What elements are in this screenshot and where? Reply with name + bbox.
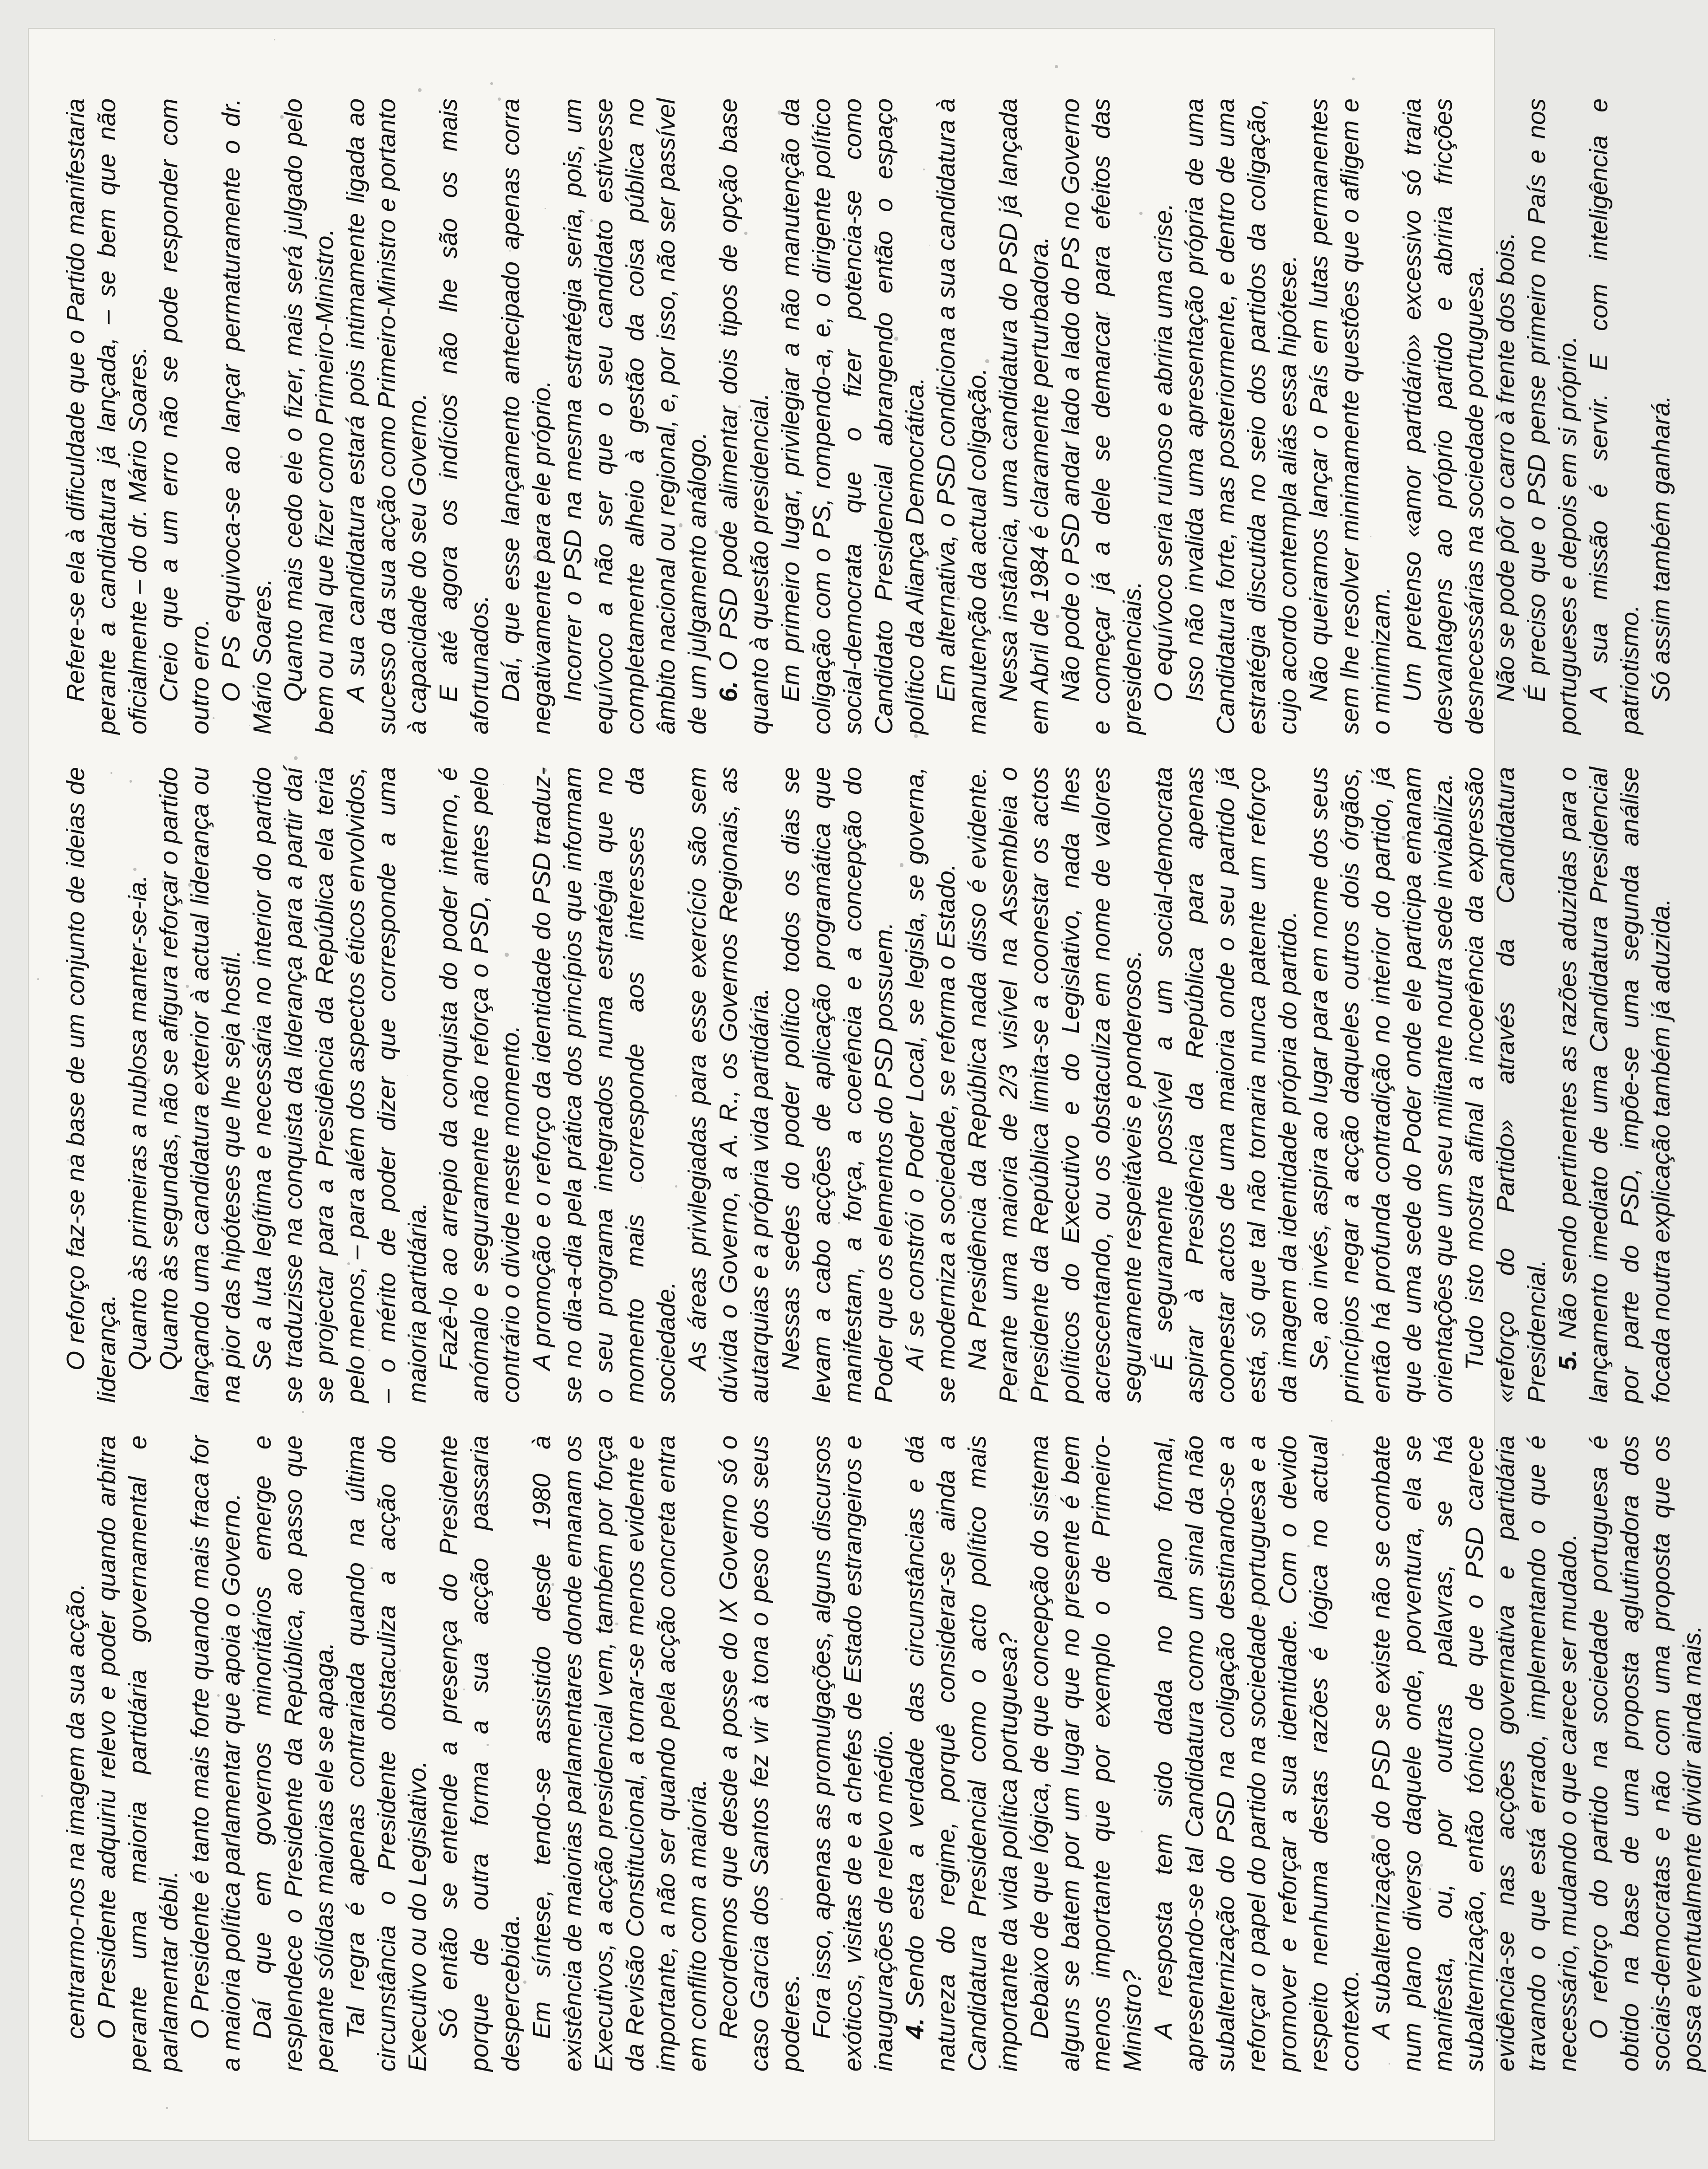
noise-speck	[294, 756, 298, 760]
noise-speck	[581, 1964, 582, 1966]
paragraph	[60, 767, 123, 1403]
noise-speck	[641, 507, 643, 509]
paragraph	[713, 1435, 806, 2072]
paragraph-text: O Presidente é tanto mais forte quando mais fraca for a maioria política parlamentar que apoia o Governo.	[186, 1435, 245, 2072]
paragraph	[682, 767, 775, 1403]
paragraph	[900, 1435, 1024, 2072]
paragraph-text: Não se pode pôr o carro à frente dos bois.	[1491, 232, 1520, 702]
noise-speck	[1324, 1225, 1326, 1227]
noise-speck	[1055, 1495, 1056, 1496]
paragraph	[526, 767, 682, 1403]
noise-speck	[959, 1195, 962, 1199]
noise-speck	[136, 427, 137, 428]
paragraph-text: As áreas privilegiadas para esse exercício são sem dúvida o Governo, a A. R., os Governos Regionais, as autarquias e a própria vida partidária.	[683, 767, 773, 1403]
paragraph	[1148, 98, 1179, 734]
paragraph-text: Não pode o PSD andar lado a lado do PS no Governo e começar já a dele se demarcar para efeitos das presidenciais.	[1056, 98, 1147, 734]
noise-speck	[112, 621, 114, 623]
noise-speck	[725, 903, 727, 905]
noise-speck	[844, 279, 846, 281]
paragraph	[1055, 98, 1149, 734]
paragraph-text: Debaixo de que lógica, de que concepção do sistema alguns se batem por um lugar que no presente é bem menos importante que por exemplo o de Primeiro-Ministro?	[1025, 1435, 1147, 2072]
paragraph	[1179, 98, 1304, 734]
noise-speck	[509, 250, 511, 252]
paragraph-text: Em alternativa, o PSD condiciona a sua candidatura à manutenção da actual coligação.	[932, 98, 991, 734]
noise-speck	[280, 115, 284, 119]
paragraph	[433, 767, 526, 1403]
paragraph-text: Fazê-lo ao arrepio da conquista do poder interno, é anómalo e seguramente não reforça o PSD, antes pelo contrário o divide neste momento.	[435, 767, 525, 1403]
noise-speck	[513, 358, 515, 361]
noise-speck	[675, 1095, 677, 1097]
noise-speck	[110, 772, 112, 774]
paragraph-text: Creio que a um erro não se pode responder com outro erro.	[155, 98, 214, 734]
noise-speck	[1444, 1739, 1446, 1740]
paragraph-text: Se a luta legítima e necessária no interior do partido se traduzisse na conquista da liderança para a partir daí se projectar para a Presidência da República ela teria pelo menos, – para além dos aspectos éticos envolvidos, – o mérito de poder dizer que corresponde a uma maioria partidária.	[248, 767, 432, 1403]
paragraph-text: A promoção e o reforço da identidade do PSD traduz-se no dia-a-dia pela prática dos princípios que informam o seu programa integrados numa estratégia que no momento mais corresponde aos interesses da sociedade.	[528, 767, 681, 1403]
paragraph	[1552, 767, 1677, 1403]
paragraph-text: Só então se entende a presença do Presidente porque de outra forma a sua acção passaria despercebida.	[435, 1435, 525, 2072]
noise-speck	[900, 863, 903, 867]
paragraph	[900, 767, 962, 1403]
paragraph	[993, 98, 1055, 734]
noise-speck	[1371, 1835, 1375, 1839]
noise-speck	[744, 232, 747, 235]
paragraph	[247, 767, 434, 1403]
noise-speck	[1192, 898, 1196, 902]
paragraph-text: Tudo isto mostra afinal a incoerência da expressão «reforço do Partido» através da Candidatura Presidencial.	[1460, 767, 1551, 1403]
paragraph-text: O equívoco seria ruinoso e abriria uma crise.	[1149, 203, 1178, 702]
noise-speck	[67, 1159, 69, 1161]
paragraph	[1304, 98, 1397, 734]
paragraph	[433, 98, 495, 734]
noise-speck	[598, 104, 600, 106]
paragraph	[495, 98, 558, 734]
paragraph	[1584, 1435, 1708, 2072]
noise-speck	[796, 1138, 799, 1142]
noise-speck	[1141, 1831, 1143, 1832]
paragraph-text: A resposta tem sido dada no plano formal, apresentando-se tal Candidatura como um sinal da não subalternização do PSD na coligação destinando-se a reforçar o papel do partido na sociedade portuguesa e a promover e reforçar a sua identidade. Com o devido respeito nenhuma destas razões é lógica no actual contexto.	[1149, 1435, 1364, 2072]
paragraph-text: Se, ao invés, aspira ao lugar para em nome dos seus princípios negar a acção daqueles outros dois órgãos, então há profunda contradição no interior do partido, já que de uma sede do Poder onde ele participa emanam orientações que um seu militante noutra sede inviabiliza.	[1305, 767, 1457, 1403]
paragraph-text: É preciso que o PSD pense primeiro no País e nos portugueses e depois em si próprio.	[1522, 98, 1582, 734]
paragraph	[931, 98, 993, 734]
paragraph	[1148, 767, 1304, 1403]
paragraph	[526, 1435, 713, 2072]
noise-speck	[797, 918, 801, 922]
section-number: 4.	[901, 2018, 929, 2039]
paragraph	[433, 1435, 526, 2072]
noise-speck	[505, 953, 509, 957]
paragraph	[60, 98, 154, 734]
noise-speck	[679, 523, 683, 527]
paragraph-text: A sua missão é servir. E com inteligência e patriotismo.	[1585, 98, 1644, 734]
noise-speck	[1163, 1086, 1167, 1090]
section-number: 5.	[1553, 1349, 1582, 1370]
paragraph-text: O PS equivoca-se ao lançar permaturamente o dr. Mário Soares.	[217, 98, 276, 734]
paragraph-text: Daí, que esse lançamento antecipado apenas corra negativamente para ele próprio.	[497, 98, 556, 734]
paragraph-text: Nessas sedes do poder político todos os dias se levam a cabo acções de aplicação programática que manifestam, a força, a coerência e a concepção do Poder que os elementos do PSD possuem.	[776, 767, 898, 1403]
paragraph	[806, 1435, 900, 2072]
noise-speck	[599, 1763, 600, 1764]
paragraph-text: Fora isso, apenas as promulgações, alguns discursos exóticos, visitas de e a chefes de Estado estrangeiros e inaugurações de relevo médio.	[807, 1435, 898, 2072]
noise-speck	[148, 1878, 150, 1880]
paragraph	[1490, 98, 1521, 734]
paragraph	[1024, 1435, 1149, 2072]
noise-speck	[1085, 1815, 1087, 1817]
scanned-page	[28, 28, 1706, 2141]
paragraph	[123, 767, 154, 1403]
paragraph	[247, 1435, 340, 2072]
section-number: 6.	[714, 681, 743, 702]
noise-speck	[1402, 836, 1405, 839]
noise-speck	[1289, 517, 1292, 520]
noise-speck	[162, 880, 164, 883]
paragraph	[713, 98, 775, 734]
noise-speck	[186, 985, 189, 988]
noise-speck	[797, 2007, 800, 2010]
paragraph-text: Não queiramos lançar o País em lutas permanentes sem lhe resolver minimamente questões que o afligem e o minimizam.	[1305, 98, 1396, 734]
noise-speck	[1106, 312, 1108, 314]
noise-speck	[233, 505, 236, 508]
noise-speck	[147, 1078, 150, 1082]
paragraph	[1366, 1435, 1584, 2072]
noise-speck	[1352, 78, 1355, 80]
paragraph-text: O Presidente adquiriu relevo e poder quando arbitra perante uma maioria partidária governamental e parlamentar débil.	[92, 1435, 183, 2072]
text-column-1	[60, 1435, 1706, 2072]
paragraph-text: Na Presidência da República nada disso é evidente. Perante uma maioria de 2/3 visível na Assembleia o Presidente da República limita-se a coonestar os actos políticos do Executivo e do Legislativo, nada lhes acrescentando, ou os obstaculiza em nome de valores seguramente respeitáveis e ponderosos.	[963, 767, 1147, 1403]
noise-speck	[249, 725, 250, 726]
paragraph	[278, 98, 340, 734]
noise-speck	[1331, 1420, 1332, 1422]
article-columns	[60, 98, 1706, 2072]
paragraph-text: Quanto mais cedo ele o fizer, mais será julgado pelo bem ou mal que fizer como Primeiro-Ministro.	[279, 98, 338, 734]
paragraph	[1148, 1435, 1366, 2072]
paragraph	[60, 1435, 91, 2072]
paragraph	[185, 1435, 247, 2072]
noise-speck	[476, 941, 478, 942]
paragraph-text: Em síntese, tendo-se assistido desde 1980 à existência de maiorias parlamentares donde emanam os Executivos, a acção presidencial vem, também por força da Revisão Constitucional, a tornar-se menos evidente e importante, a não ser quando pela acção concreta entra em conflito com a maioria.	[528, 1435, 712, 2072]
paragraph	[1304, 767, 1459, 1403]
text-column-2	[60, 767, 1675, 1403]
paragraph-text: Nessa instância, uma candidatura do PSD já lançada em Abril de 1984 é claramente perturbadora.	[994, 98, 1053, 734]
paragraph-text: Quanto às segundas, não se afigura reforçar o partido lançando uma candidatura exterior à actual liderança ou na pior das hipóteses que lhe seja hostil.	[155, 767, 245, 1403]
paragraph-text: Tal regra é apenas contrariada quando na última circunstância o Presidente obstaculiza a acção do Executivo ou do Legislativo.	[341, 1435, 432, 2072]
paragraph-text: Não sendo pertinentes as razões aduzidas para o lançamento imediato de uma Candidatura Presidencial por parte do PSD, impõe-se uma segunda análise focada noutra explicação também já aduzida.	[1553, 767, 1675, 1403]
paragraph	[775, 767, 900, 1403]
paragraph-text: Refere-se ela à dificuldade que o Partido manifestaria perante a candidatura já lançada, – se bem que não oficialmente – do dr. Mário Soares.	[62, 98, 152, 734]
noise-speck	[421, 2035, 424, 2039]
paragraph	[775, 98, 931, 734]
noise-speck	[533, 555, 537, 559]
paragraph-text: O PSD pode alimentar dois tipos de opção base quanto à questão presidencial.	[714, 98, 773, 734]
noise-speck	[1034, 458, 1038, 461]
paragraph	[340, 1435, 434, 2072]
noise-speck	[79, 1292, 81, 1293]
noise-speck	[1251, 341, 1254, 345]
noise-speck	[545, 208, 546, 209]
text-column-3	[60, 98, 1675, 734]
noise-speck	[1017, 1389, 1020, 1391]
paragraph-text: Incorrer o PSD na mesma estratégia seria, pois, um equívoco a não ser que o seu candidato estivesse completamente alheio à gestão da coisa pública no âmbito nacional ou regional, e, por isso, não ser passível de um julgamento análogo.	[559, 98, 712, 734]
paragraph	[1459, 767, 1552, 1403]
noise-speck	[77, 164, 78, 166]
noise-speck	[571, 661, 573, 664]
paragraph-text: Aí se constrói o Poder Local, se legisla, se governa, se moderniza a sociedade, se reforma o Estado.	[901, 767, 960, 1403]
noise-speck	[130, 780, 132, 782]
noise-speck	[447, 1669, 449, 1672]
paragraph-text: Quanto às primeiras a nublosa manter-se-ia.	[123, 875, 152, 1370]
paragraph	[340, 98, 434, 734]
noise-speck	[262, 1046, 265, 1048]
paragraph-text: Um pretenso «amor partidário» excessivo só traria desvantagens ao próprio partido e abriria fricções desnecessárias na sociedade portuguesa.	[1398, 98, 1488, 734]
paragraph	[1646, 98, 1677, 734]
noise-speck	[1389, 2063, 1390, 2064]
paragraph	[154, 767, 247, 1403]
rotated-article	[28, 28, 1706, 2141]
noise-speck	[1056, 615, 1059, 618]
paragraph-text: Em primeiro lugar, privilegiar a não manutenção da coligação com o PS, rompendo-a, e, o dirigente político social-democrata que o fizer potencia-se como Candidato Presidencial abrangendo então o espaço político da Aliança Democrática.	[776, 98, 929, 734]
noise-speck	[490, 82, 493, 85]
paragraph-text: O reforço faz-se na base de um conjunto de ideias de liderança.	[62, 767, 121, 1403]
paragraph-text: centrarmo-nos na imagem da sua acção.	[62, 1583, 90, 2039]
noise-speck	[166, 2107, 168, 2109]
noise-speck	[616, 1103, 617, 1104]
noise-speck	[894, 337, 898, 341]
noise-speck	[1004, 367, 1006, 369]
noise-speck	[641, 1187, 642, 1188]
noise-speck	[217, 1694, 220, 1696]
paragraph-text: Daí que em governos minoritários emerge e resplendece o Presidente da República, ao passo que perante sólidas maiorias ele se apaga.	[248, 1435, 338, 2072]
paragraph	[216, 98, 278, 734]
noise-speck	[1429, 1888, 1431, 1890]
noise-speck	[780, 1898, 783, 1900]
noise-speck	[604, 1470, 605, 1472]
noise-speck	[753, 1506, 756, 1508]
noise-speck	[1302, 1268, 1303, 1270]
paragraph	[962, 767, 1149, 1403]
paragraph	[558, 98, 713, 734]
paragraph	[1521, 98, 1584, 734]
paragraph-text: É seguramente possível a um social-democrata aspirar à Presidência da República para apenas coonestar actos de uma maioria onde o seu partido já está, só que tal não tornaria nunca patente um reforço da imagem da identidade própria do partido.	[1149, 767, 1302, 1403]
paragraph-text: A sua candidatura estará pois intimamente ligada ao sucesso da sua acção como Primeiro-Ministro e portanto à capacidade do seu Governo.	[341, 98, 432, 734]
paragraph-text: O reforço do partido na sociedade portuguesa é obtido na base de uma proposta aglutinadora dos sociais-democratas e não com uma proposta que os possa eventualmente dividir ainda mais.	[1585, 1435, 1706, 2072]
paragraph-text: Isso não invalida uma apresentação própria de uma Candidatura forte, mas posteriormente, e dentro de uma estratégia discutida no seio dos partidos da coligação, cujo acordo contempla aliás essa hipótese.	[1181, 98, 1302, 734]
paragraph	[1584, 98, 1646, 734]
paragraph-text: Sendo esta a verdade das circunstâncias e dá natureza do regime, porquê considerar-se ainda a Candidatura Presidencial como o acto político mais importante da vida política portuguesa?	[901, 1435, 1022, 2072]
noise-speck	[951, 1770, 955, 1774]
noise-speck	[1362, 1331, 1363, 1332]
paragraph-text: Recordemos que desde a posse do IX Governo só o caso Garcia dos Santos fez vir à tona o peso dos seus poderes.	[714, 1435, 805, 2072]
noise-speck	[543, 768, 546, 772]
noise-speck	[302, 1411, 304, 1413]
noise-speck	[340, 317, 342, 318]
noise-speck	[672, 217, 676, 221]
paragraph-text: E até agora os indícios não lhe são os mais afortunados.	[435, 98, 494, 734]
noise-speck	[386, 1128, 388, 1130]
paragraph	[154, 98, 216, 734]
noise-speck	[167, 136, 169, 139]
paragraph-text: A subalternização do PSD se existe não se combate num plano diverso daquele onde, porventura, ela se manifesta, ou, por outras palavras, se há subalternização, então tónico de que o PSD carece evidência-se nas acções governativa e partidária travando o que está errado, implementando o que é necessário, mudando o que carece ser mudado.	[1367, 1435, 1582, 2072]
paragraph	[91, 1435, 185, 2072]
paragraph-text: Só assim também ganhará.	[1647, 395, 1675, 702]
noise-speck	[1258, 1606, 1262, 1611]
noise-speck	[347, 1262, 350, 1265]
noise-speck	[615, 1623, 618, 1625]
paragraph	[1397, 98, 1490, 734]
